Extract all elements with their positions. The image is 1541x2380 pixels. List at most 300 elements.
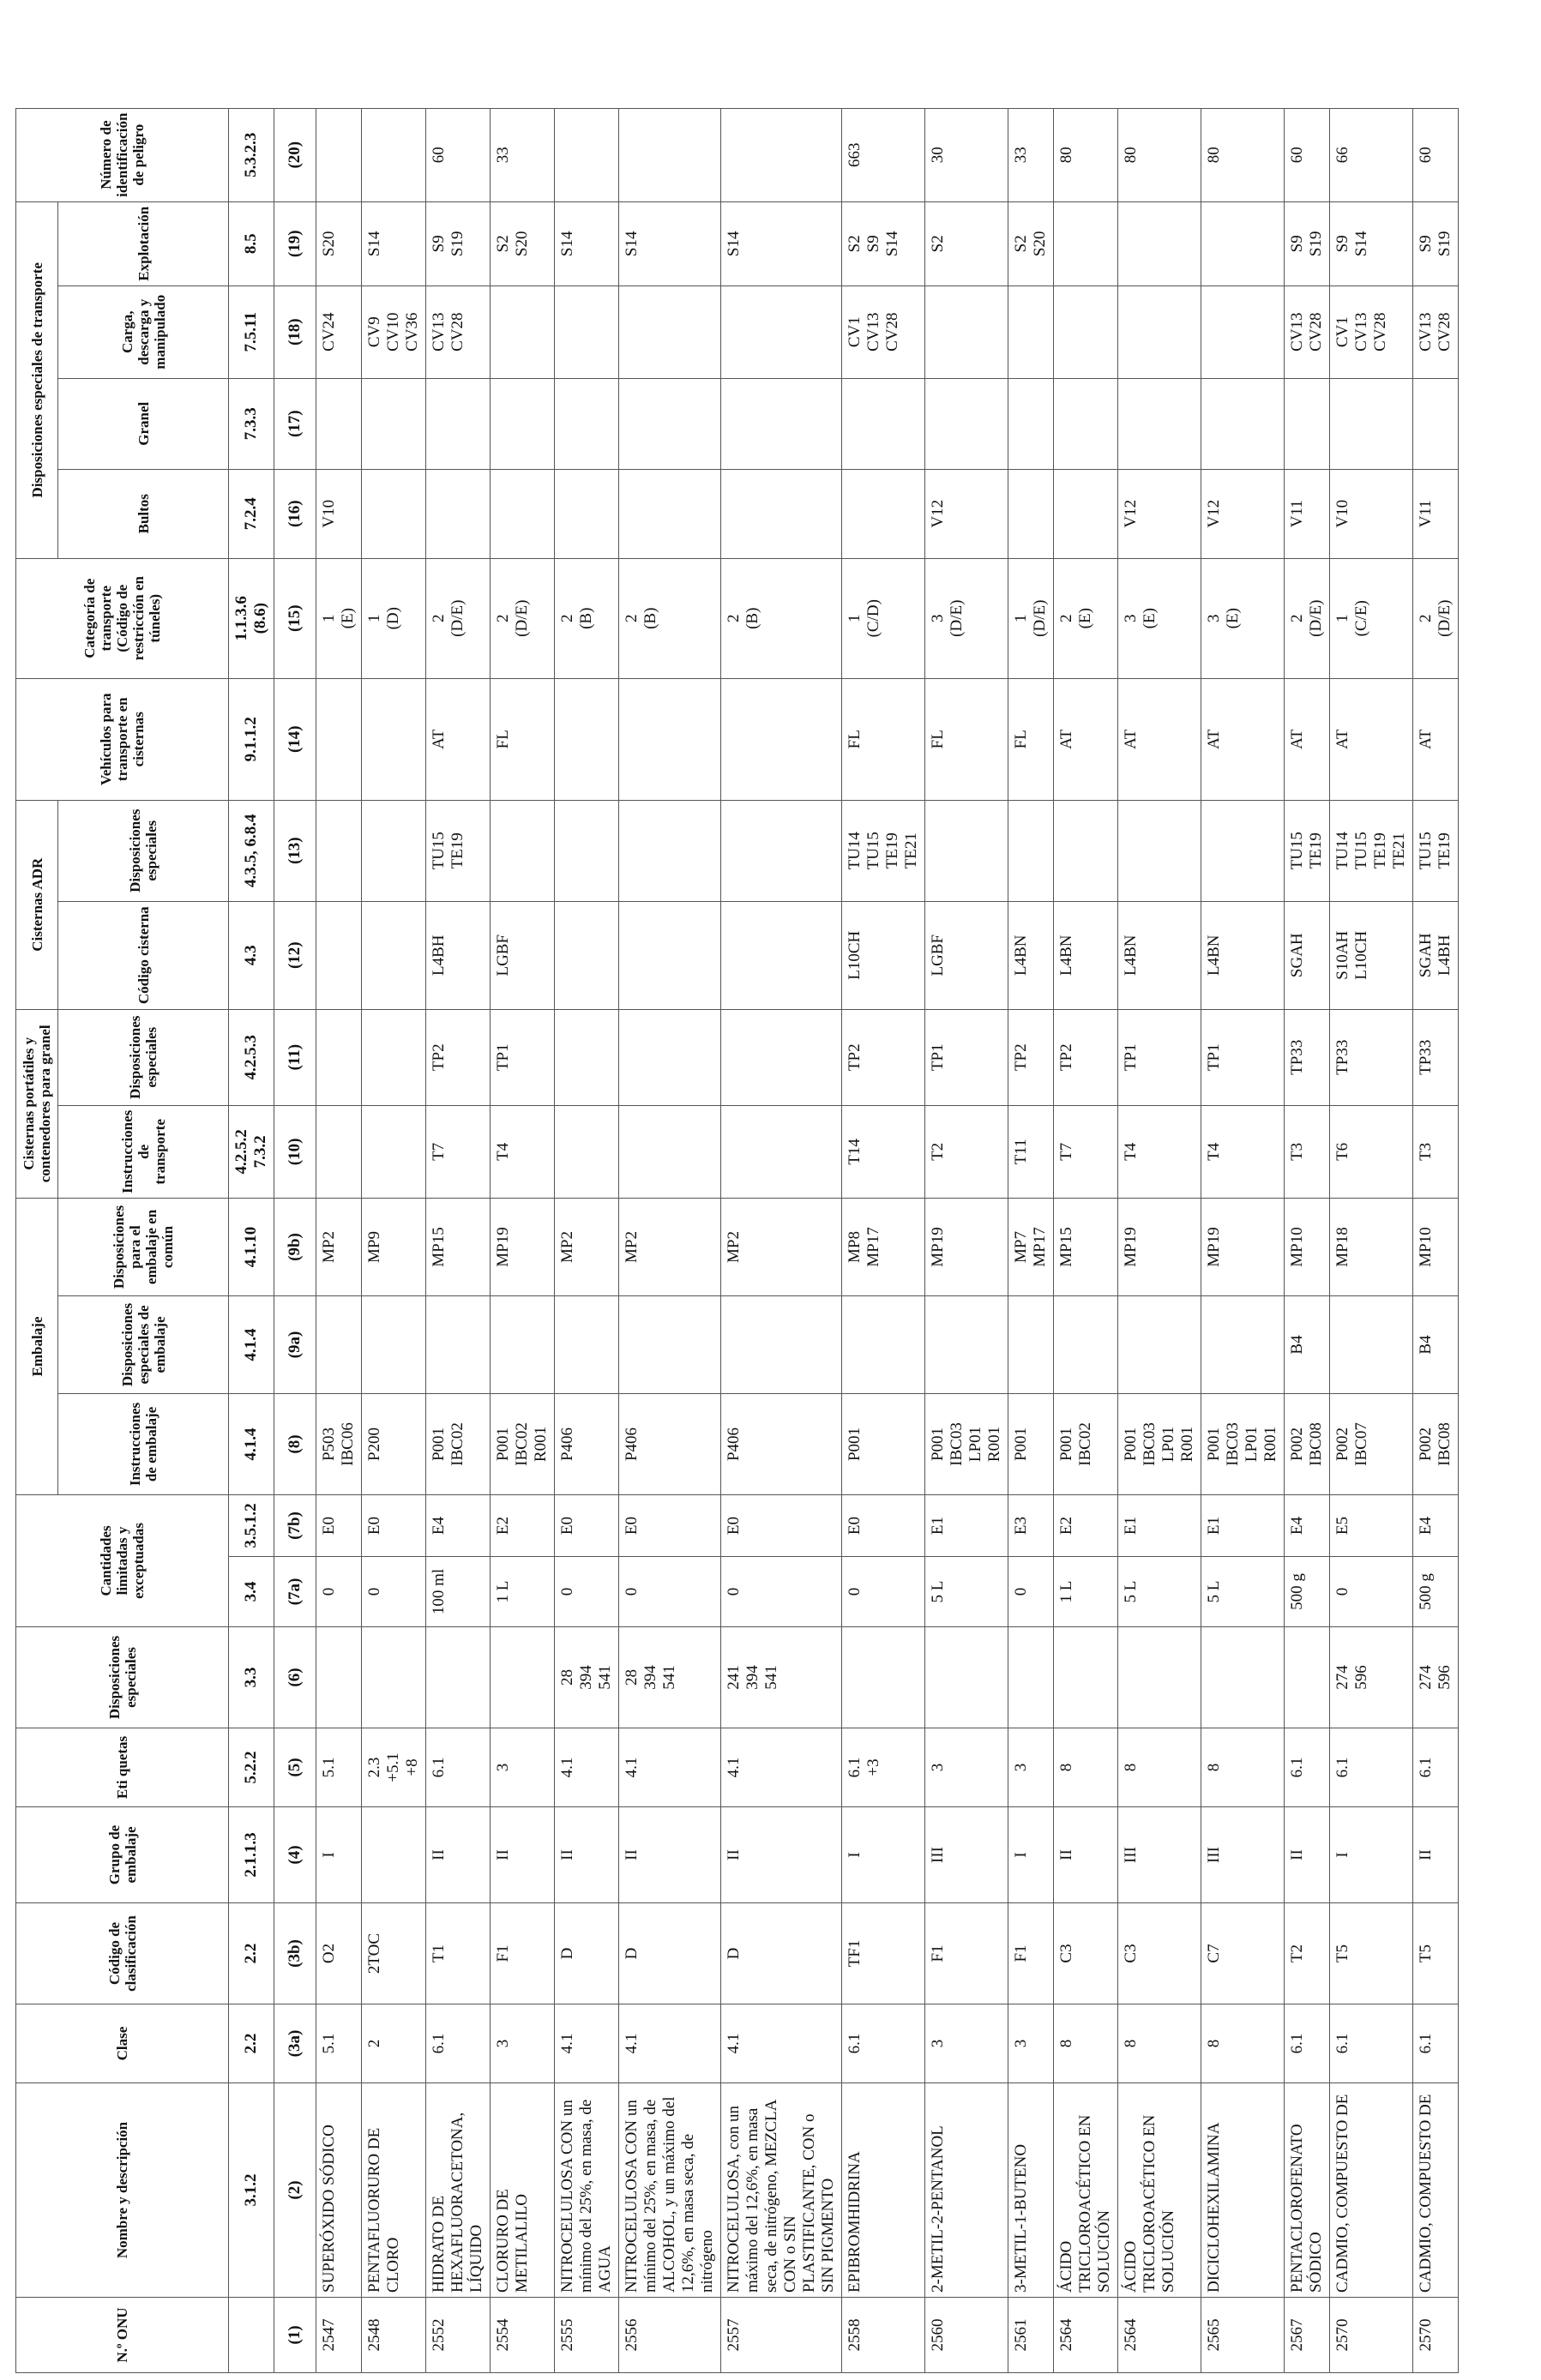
header-classification-code: Código de clasificación [16,1903,229,2004]
table-row-cell: 1 L [491,1557,555,1627]
table-row-cell [619,108,721,201]
table-row-cell [316,1105,362,1198]
table-row-cell: E3 [1008,1495,1054,1557]
table-row-cell: L4BN [1201,901,1285,1009]
table-row-cell [619,1296,721,1394]
table-row-cell: S20 [316,201,362,285]
table-row-cell: MP9 [362,1199,426,1296]
table-row-cell: 28 394 541 [619,1627,721,1728]
table-row-cell: 2TOC [362,1903,426,2004]
table-row [316,108,362,2372]
table-row-cell [555,469,619,558]
table-row-cell [721,1296,842,1394]
table-row-cell: TP33 [1285,1009,1330,1105]
table-row-cell: 2564 [1054,2298,1118,2373]
table-row-cell: 2 (B) [721,558,842,678]
table-row-cell: 2552 [426,2298,491,2373]
table-row-cell: V12 [1201,469,1285,558]
header-transport-category: Categoría de transporte (Código de restricción en túneles) [16,558,229,678]
table-row-cell: P406 [555,1394,619,1495]
header-packing-instructions: Instrucciones de embalaje [58,1394,229,1495]
header-tank-special-provisions: Disposiciones especiales [58,800,229,901]
table-row-cell: P001 IBC02 [426,1394,491,1495]
table-row-cell: P406 [619,1394,721,1495]
column-number-row-cell: (1) [274,2298,316,2373]
reference-row-cell [229,2298,274,2373]
header-bulk: Granel [58,378,229,469]
table-row-cell [1413,378,1459,469]
table-row-cell: AT [1054,678,1118,800]
table-row-cell: II [1413,1807,1459,1903]
table-row-cell [316,678,362,800]
header-loading: Carga, descarga y manipulado [58,285,229,378]
table-row-cell [1008,1627,1054,1728]
table-row-cell [491,800,555,901]
column-number-row-cell: (9a) [274,1296,316,1394]
table-row-cell: ÁCIDO TRICLOROACÉTICO EN SOLUCIÓN [1054,2083,1118,2298]
table-row-cell: 1 (D/E) [1008,558,1054,678]
table-row-cell [842,1627,925,1728]
header-pt-special-provisions: Disposiciones especiales [58,1009,229,1105]
header-special-transport-provisions: Disposiciones especiales de transporte [16,201,58,558]
table-row-cell [555,285,619,378]
header-tank-code: Código cisterna [58,901,229,1009]
table-row-cell: II [619,1807,721,1903]
table-row-cell: 0 [316,1557,362,1627]
table-row-cell: SUPERÓXIDO SÓDICO [316,2083,362,2298]
column-number-row-cell: (5) [274,1728,316,1807]
table-row-cell: 3 [491,1728,555,1807]
table-row-cell: 5.1 [316,2004,362,2083]
table-row-cell: T5 [1413,1903,1459,2004]
table-row-cell: 33 [491,108,555,201]
table-row-cell [1008,378,1054,469]
table-row-cell: 6.1 [426,1728,491,1807]
table-row [842,108,925,2372]
table-row-cell: 8 [1201,1728,1285,1807]
table-row-cell: T7 [426,1105,491,1198]
table-row-cell: 4.1 [619,2004,721,2083]
table-row-cell [555,800,619,901]
table-row-cell: TP1 [925,1009,1008,1105]
table-row-cell: L4BN [1118,901,1201,1009]
table-row-cell: 3 [1008,2004,1054,2083]
header-adr-tanks: Cisternas ADR [16,800,58,1009]
table-row-cell [721,285,842,378]
table-row-cell: 2555 [555,2298,619,2373]
table-row-cell [555,378,619,469]
table-row-cell: C3 [1118,1903,1201,2004]
table-row-cell: FL [1008,678,1054,800]
table-row-cell: TP2 [1054,1009,1118,1105]
table-row-cell: T2 [925,1105,1008,1198]
table-row-cell: MP19 [1201,1199,1285,1296]
reference-row-cell: 3.4 [229,1557,274,1627]
reference-row-cell: 7.5.11 [229,285,274,378]
table-row-cell: MP7 MP17 [1008,1199,1054,1296]
table-row-cell [1054,800,1118,901]
column-number-row-cell: (20) [274,108,316,201]
table-row-cell [555,108,619,201]
table-row-cell: 8 [1201,2004,1285,2083]
table-row-cell [1054,285,1118,378]
table-row-cell: CV9 CV10 CV36 [362,285,426,378]
table-row-cell: 3 (D/E) [925,558,1008,678]
table-row [619,108,721,2372]
table-row-cell: C3 [1054,1903,1118,2004]
table-row-cell: S9 S19 [426,201,491,285]
table-body [229,108,1459,2372]
column-number-row-cell: (11) [274,1009,316,1105]
reference-row-cell: 2.2 [229,2004,274,2083]
table-row-cell: B4 [1413,1296,1459,1394]
column-number-row-cell: (2) [274,2083,316,2298]
table-row-cell: 60 [1285,108,1330,201]
table-row-cell: 2556 [619,2298,721,2373]
table-row-cell [1330,378,1413,469]
header-portable-tanks: Cisternas portátiles y contenedores para granel [16,1009,58,1198]
table-row-cell: 2560 [925,2298,1008,2373]
header-mixed-packing-provisions: Disposiciones para el embalaje en común [58,1199,229,1296]
table-row-cell: CV13 CV28 [1413,285,1459,378]
table-row-cell: AT [1201,678,1285,800]
table-row-cell: S2 S9 S14 [842,201,925,285]
table-row-cell: 241 394 541 [721,1627,842,1728]
table-row-cell: 5.1 [316,1728,362,1807]
table-row-cell [619,800,721,901]
column-number-row-cell: (7b) [274,1495,316,1557]
table-row [1118,108,1201,2372]
table-row-cell: E2 [1054,1495,1118,1557]
table-row-cell: E4 [1285,1495,1330,1557]
header-packages: Bultos [58,469,229,558]
table-row-cell: V11 [1285,469,1330,558]
column-number-row-cell: (19) [274,201,316,285]
reference-row-cell: 1.1.3.6 (8.6) [229,558,274,678]
table-row-cell: F1 [491,1903,555,2004]
table-row-cell: 8 [1054,2004,1118,2083]
table-row-cell: MP8 MP17 [842,1199,925,1296]
table-row-cell: 3 (E) [1118,558,1201,678]
table-row-cell: O2 [316,1903,362,2004]
table-row-cell: 3 [925,2004,1008,2083]
table-row-cell: 6.1 [1285,1728,1330,1807]
header-vehicle-for-tank: Vehículos para transporte en cisternas [16,678,229,800]
table-row-cell: 0 [842,1557,925,1627]
table-row-cell: TU15 TE19 [1413,800,1459,901]
table-row-cell: V10 [316,469,362,558]
table-row-cell [619,378,721,469]
table-row-cell [491,1296,555,1394]
table-row-cell: II [426,1807,491,1903]
table-row-cell: 60 [1413,108,1459,201]
table-row [1330,108,1413,2372]
table-row-cell [1118,800,1201,901]
table-row-cell: SGAH [1285,901,1330,1009]
table-row-cell: PENTACLOROFENATO SÓDICO [1285,2083,1330,2298]
table-row-cell: 8 [1118,2004,1201,2083]
table-row-cell [1054,1296,1118,1394]
table-row-cell: 0 [362,1557,426,1627]
table-row-cell: T11 [1008,1105,1054,1198]
table-row-cell [1201,800,1285,901]
header-operation: Explotación [58,201,229,285]
table-row-cell [1118,378,1201,469]
table-row-cell: T4 [1201,1105,1285,1198]
table-row-cell [925,378,1008,469]
column-number-row-cell: (8) [274,1394,316,1495]
reference-row-cell: 4.3.5, 6.8.4 [229,800,274,901]
table-row-cell: FL [842,678,925,800]
table-row-cell: S9 S14 [1330,201,1413,285]
table-row-cell [555,678,619,800]
header-special-provisions: Disposiciones especiales [16,1627,229,1728]
table-row [1008,108,1054,2372]
reference-row-cell: 4.2.5.2 7.3.2 [229,1105,274,1198]
table-row-cell: II [1054,1807,1118,1903]
table-row [1201,108,1285,2372]
table-row-cell: S10AH L10CH [1330,901,1413,1009]
table-row-cell: S14 [555,201,619,285]
table-row-cell: TF1 [842,1903,925,2004]
table-row [721,108,842,2372]
table-row-cell [619,285,721,378]
table-row-cell: TU15 TE19 [1285,800,1330,901]
table-row-cell [1285,1627,1330,1728]
table-row-cell [491,469,555,558]
table-row-cell [1201,1296,1285,1394]
table-row-cell: FL [925,678,1008,800]
table-row-cell: S14 [619,201,721,285]
table-row-cell: S14 [362,201,426,285]
table-row-cell: CV13 CV28 [426,285,491,378]
table-row-cell: T14 [842,1105,925,1198]
table-row-cell: P001 IBC03 LP01 R001 [1201,1394,1285,1495]
table-row-cell [1054,201,1118,285]
table-row-cell: TP33 [1330,1009,1413,1105]
table-row-cell [1118,1296,1201,1394]
table-row-cell: E0 [362,1495,426,1557]
reference-row-cell: 4.1.10 [229,1199,274,1296]
table-row-cell [555,901,619,1009]
table-row [362,108,426,2372]
table-row-cell: 2570 [1413,2298,1459,2373]
table-row-cell [721,378,842,469]
table-row-cell: III [1118,1807,1201,1903]
table-row-cell: TP2 [1008,1009,1054,1105]
table-row [925,108,1008,2372]
table-row-cell: E0 [619,1495,721,1557]
table-row-cell: T2 [1285,1903,1330,2004]
table-row-cell: CV1 CV13 CV28 [1330,285,1413,378]
table-row-cell [362,901,426,1009]
table-row [426,108,491,2372]
table-row-cell: 2 (D/E) [491,558,555,678]
table-row-cell [619,469,721,558]
table-row-cell: HIDRATO DE HEXAFLUORACETONA, LÍQUIDO [426,2083,491,2298]
table-row [1054,108,1118,2372]
table-row-cell: S2 [925,201,1008,285]
table-row-cell: 3-METIL-1-BUTENO [1008,2083,1054,2298]
table-row-cell [619,1009,721,1105]
reference-row-cell: 2.1.1.3 [229,1807,274,1903]
reference-row-cell: 5.2.2 [229,1728,274,1807]
table-row-cell: NITROCELULOSA, con un máximo del 12,6%, en masa seca, de nitrógeno, MEZCLA CON o SIN PLASTIFICANTE, CON o SIN PIGMENTO [721,2083,842,2298]
table-row-cell: 4.1 [555,1728,619,1807]
table-row-cell: E0 [316,1495,362,1557]
table-row-cell: 2547 [316,2298,362,2373]
table-row-cell: PENTAFLUORURO DE CLORO [362,2083,426,2298]
table-row-cell [619,678,721,800]
table-row-cell: T1 [426,1903,491,2004]
reference-row-cell: 4.1.4 [229,1296,274,1394]
table-row-cell: 66 [1330,108,1413,201]
table-row-cell: MP15 [1054,1199,1118,1296]
table-row-cell: II [1285,1807,1330,1903]
column-number-row-cell: (18) [274,285,316,378]
reference-row-cell: 4.3 [229,901,274,1009]
table-row-cell: 274 596 [1413,1627,1459,1728]
table-row-cell [316,1009,362,1105]
table-row-cell [1054,1627,1118,1728]
table-row-cell: L10CH [842,901,925,1009]
column-number-row-cell: (13) [274,800,316,901]
header-class: Clase [16,2004,229,2083]
table-row-cell [316,1296,362,1394]
table-row-cell: 4.1 [721,2004,842,2083]
table-row-cell: MP2 [721,1199,842,1296]
table-row-cell: AT [1413,678,1459,800]
header-packaging: Embalaje [16,1199,58,1495]
table-row-cell: I [1330,1807,1413,1903]
table-row-cell: P002 IBC07 [1330,1394,1413,1495]
table-row-cell: AT [1330,678,1413,800]
table-row-cell: 2 [362,2004,426,2083]
table-row-cell: CADMIO, COMPUESTO DE [1413,2083,1459,2298]
reference-row-cell: 3.5.1.2 [229,1495,274,1557]
table-row-cell: 2554 [491,2298,555,2373]
table-row-cell [1008,1296,1054,1394]
column-number-row-cell: (6) [274,1627,316,1728]
table-row-cell: 3 [491,2004,555,2083]
table-row-cell [362,1627,426,1728]
table-row-cell [1201,1627,1285,1728]
table-row-cell [842,469,925,558]
table-row-cell: MP10 [1413,1199,1459,1296]
table-row-cell: 0 [1008,1557,1054,1627]
table-row-cell: 1 L [1054,1557,1118,1627]
table-row-cell: T3 [1413,1105,1459,1198]
table-row-cell: 8 [1118,1728,1201,1807]
table-row-cell: E1 [925,1495,1008,1557]
table-row-cell: 28 394 541 [555,1627,619,1728]
table-row-cell: MP18 [1330,1199,1413,1296]
table-row-cell [491,1627,555,1728]
table-row-cell: III [1201,1807,1285,1903]
reference-row-cell: 4.2.5.3 [229,1009,274,1105]
table-row-cell [316,800,362,901]
table-row-cell: 2.3 +5.1 +8 [362,1728,426,1807]
header-special-packing-provisions: Disposiciones especiales de embalaje [58,1296,229,1394]
table-row-cell: 4.1 [721,1728,842,1807]
table-row-cell: D [721,1903,842,2004]
table-row-cell: ÁCIDO TRICLOROACÉTICO EN SOLUCIÓN [1118,2083,1201,2298]
table-row-cell: 4.1 [619,1728,721,1807]
table-row-cell: B4 [1285,1296,1330,1394]
table-row-cell [1285,378,1330,469]
table-row-cell [491,378,555,469]
table-row-cell: 500 g [1413,1557,1459,1627]
table-row-cell: TP1 [1201,1009,1285,1105]
table-row-cell: 100 ml [426,1557,491,1627]
table-row-cell: 5 L [1201,1557,1285,1627]
table-row-cell: LGBF [925,901,1008,1009]
table-row-cell: D [619,1903,721,2004]
table-row-cell: 6.1 [842,2004,925,2083]
table-row-cell [555,1105,619,1198]
table-row-cell: S2 S20 [491,201,555,285]
table-row-cell: 6.1 +3 [842,1728,925,1807]
table-row-cell [1118,1627,1201,1728]
table-row-cell: P001 IBC02 R001 [491,1394,555,1495]
table-row-cell: 2 (B) [619,558,721,678]
table-row-cell [1054,378,1118,469]
table-row-cell: AT [1118,678,1201,800]
table-row-cell: CV24 [316,285,362,378]
table-row-cell [362,378,426,469]
table-row-cell [619,1105,721,1198]
table-row-cell: TU14 TU15 TE19 TE21 [1330,800,1413,901]
table-row-cell [1008,469,1054,558]
table-row-cell: E5 [1330,1495,1413,1557]
table-row-cell [426,469,491,558]
table-row-cell: MP2 [555,1199,619,1296]
table-row-cell: E0 [555,1495,619,1557]
table-row-cell: 5 L [1118,1557,1201,1627]
table-row-cell: 2567 [1285,2298,1330,2373]
table-row-cell: TP33 [1413,1009,1459,1105]
table-row-cell: P001 [842,1394,925,1495]
table-row-cell [362,1296,426,1394]
table-row-cell: 6.1 [1413,1728,1459,1807]
table-row-cell: P001 [1008,1394,1054,1495]
table-row-cell: 2565 [1201,2298,1285,2373]
table-row-cell: 0 [555,1557,619,1627]
table-row-cell: 6.1 [1285,2004,1330,2083]
table-row-cell: MP15 [426,1199,491,1296]
table-row-cell: II [491,1807,555,1903]
table-row-cell [426,378,491,469]
table-row-cell [925,1296,1008,1394]
reference-row-cell: 8.5 [229,201,274,285]
table-row-cell: E4 [426,1495,491,1557]
table-row-cell: TU15 TE19 [426,800,491,901]
table-row-cell [842,378,925,469]
table-row-cell: T4 [491,1105,555,1198]
table-row-cell: P001 IBC03 LP01 R001 [1118,1394,1201,1495]
table-row-cell: 80 [1201,108,1285,201]
table-row-cell: E1 [1118,1495,1201,1557]
table-row-cell: 663 [842,108,925,201]
column-number-row-cell: (3a) [274,2004,316,2083]
reference-row-cell: 9.1.1.2 [229,678,274,800]
table-row-cell [1201,201,1285,285]
table-row-cell: 0 [619,1557,721,1627]
table-row-cell [491,285,555,378]
table-row-cell: 30 [925,108,1008,201]
table-row-cell: 60 [426,108,491,201]
table-row-cell: E0 [842,1495,925,1557]
